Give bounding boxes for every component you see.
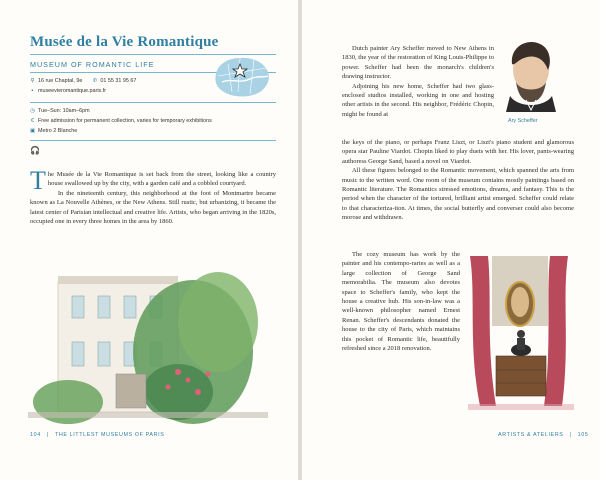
right-body-narrow: [342, 250, 460, 353]
left-body: [30, 166, 276, 226]
left-page-number: 104: [30, 432, 41, 438]
house-illustration: [28, 262, 268, 426]
right-top-body: [342, 44, 494, 119]
right-page: [302, 0, 600, 480]
hours-text: Tue–Sun: 10am–6pm: [38, 108, 90, 114]
left-para-1: [30, 166, 276, 195]
headphones-icon: 🎧: [30, 146, 40, 155]
paris-map: [210, 52, 274, 100]
hours-line: [30, 108, 90, 114]
right-para-2a: Adjoining his new home, Scheffer had two glass-enclosed studios installed, working in one and hosting other artists in the second. His neighbor, Frédéric Chopin, might be found at: [342, 82, 494, 118]
left-para-2: In the nineteenth century, this neighborhood at the foot of Montmartre became known as La Nouvelle Athènes, or the New Athens. Still rustic, but urbanizing, it became the latest center of Parisian intellectual and creative life. Artists, who began arriving in the 1820s, occupied one in every three homes in the area by 1860.: [30, 189, 276, 226]
metro-line: [30, 128, 77, 134]
scheffer-portrait: [498, 36, 564, 112]
metro-text: Metro 2 Blanche: [38, 128, 78, 134]
web-icon: ▪: [31, 88, 34, 94]
section-title-footer: ARTISTS & ATELIERS: [498, 432, 564, 438]
website-line: [30, 88, 106, 94]
right-para-2b: the keys of the piano, or perhaps Franz Liszt, or Liszt's piano student and glamorous opera star Pauline Viardot. Chopin liked to play duets with her. His lover, pants-wearing authoress George Sand, based a novel on Viardot.: [342, 139, 574, 165]
metro-rule: [30, 140, 276, 141]
pin-icon: ⚲: [30, 78, 35, 84]
address-phone-line: [30, 78, 136, 84]
metro-icon: ▣: [30, 128, 36, 134]
phone-icon: ✆: [92, 78, 98, 84]
left-footer: 104 | THE LITTLEST MUSEUMS OF PARIS: [30, 432, 165, 438]
info-rule: [30, 102, 276, 103]
right-para-4: The cozy museum has work by the painter and his contempo-raries as well as a large collection of George Sand memorabilia. The museum also devotes space to Scheffer's family, who kept the house a creative hub. His son-in-law was a well-known philosopher named Ernest Renan. Scheffer's descendants donated the house to the city of Paris, which maintains this pocket of Romantic life, beautifully refreshed since a 2018 renovation.: [342, 251, 460, 353]
left-page: [0, 0, 298, 480]
drop-cap: T: [30, 166, 46, 195]
right-body-wide: [342, 138, 574, 223]
museum-subtitle: MUSEUM OF ROMANTIC LIFE: [30, 60, 155, 69]
phone-text: 01 55 31 95 67: [100, 78, 137, 84]
right-footer: ARTISTS & ATELIERS | 105: [498, 432, 589, 438]
museum-title: Musée de la Vie Romantique: [30, 34, 219, 50]
admission-line: [30, 118, 212, 124]
portrait-caption: Ary Scheffer: [508, 118, 538, 124]
right-para-1: Dutch painter Ary Scheffer moved to New Athens in 1830, the year of the restoration of King Louis-Philippe to power. Scheffer had been the monarch's children's drawing instructor.: [342, 45, 494, 81]
right-para-3: All these figures belonged to the Romantic movement, which spanned the arts from music to the written word. One room of the museum contains mostly paintings based on Romantic literature. The Romantics stressed emotions, dreams, and fantasy. This is the period when the character of the tortured, brilliant artist emerged. Scheffer could relate to that characteriza-tion. At times, the social butterfly and converser could also become morose and withdrawn.: [342, 167, 574, 222]
address-text: 16 rue Chaptal, 9e: [38, 78, 83, 84]
website-text: museevieromantique.paris.fr: [38, 88, 107, 94]
book-title-footer: THE LITTLEST MUSEUMS OF PARIS: [54, 432, 165, 438]
interior-illustration: [466, 256, 576, 412]
admission-text: Free admission for permanent collection, varies for temporary exhibitions: [38, 118, 212, 124]
clock-icon: ◷: [30, 108, 35, 114]
right-page-number: 105: [577, 432, 589, 438]
left-para-1-text: he Musée de la Vie Romantique is set back from the street, looking like a country house swallowed up by the city, with a garden café and a cobbled courtyard.: [47, 171, 276, 188]
euro-icon: €: [31, 118, 34, 124]
